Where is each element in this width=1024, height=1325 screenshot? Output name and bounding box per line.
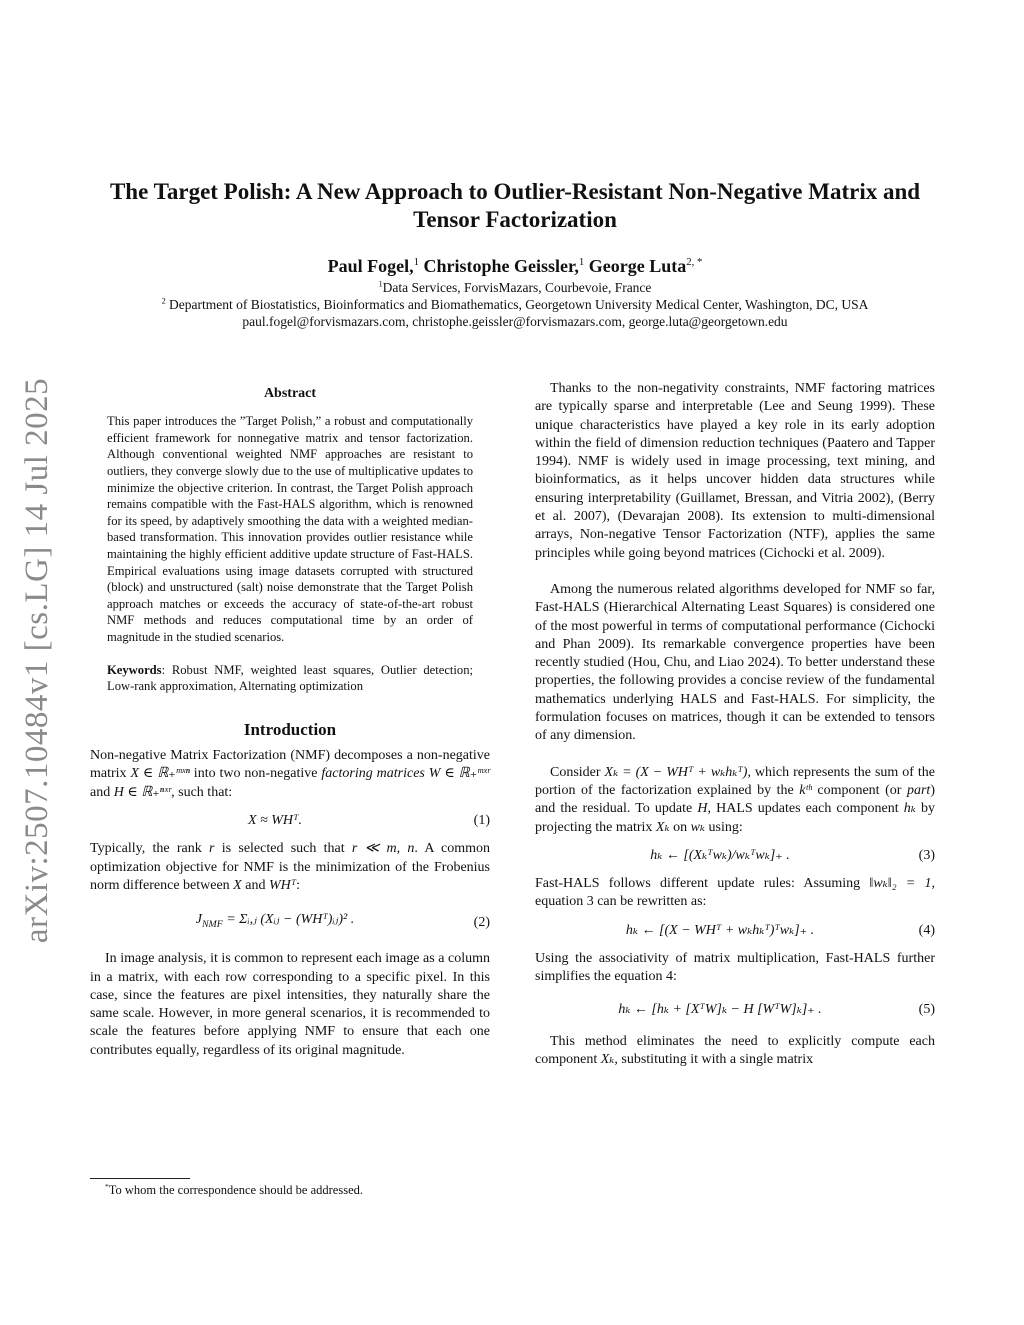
author-emails: paul.fogel@forvismazars.com, christophe.geissler@forvismazars.com, george.luta@georgetown.edu: [242, 314, 788, 329]
body-paragraph: Fast-HALS follows different update rules: Assuming ‖wₖ‖₂ = 1, equation 3 can be rewritten as:: [535, 876, 935, 910]
author-affil-mark: 1: [413, 256, 419, 268]
equation-5: hₖ ← [hₖ + [XᵀW]ₖ − H [WᵀW]ₖ]₊ . (5): [535, 1001, 935, 1019]
equation-number: (1): [473, 812, 490, 828]
intro-paragraph: In image analysis, it is common to represent each image as a column in a matrix, with each row corresponding to a specific pixel. In this case, since the features are pixel intensities, they naturally share the same scale. However, in more general scenarios, it is recommended to scale the features before applying NMF to ensure that each one contributes equally, regardless of its original magnitude.: [90, 951, 490, 1058]
equation-3: hₖ ← [(Xₖᵀwₖ)/wₖᵀwₖ]₊ . (3): [535, 847, 935, 865]
equation-number: (5): [918, 1001, 935, 1017]
body-paragraph: This method eliminates the need to explicitly compute each component Xₖ, substituting it with a single matrix: [535, 1033, 935, 1068]
left-column: [90, 380, 490, 1060]
equation-2: $J_{NMF}$ = Σᵢ,ⱼ (Xᵢⱼ − (WHᵀ)ᵢⱼ)² . (2): [195, 912, 490, 930]
arxiv-side-stamp: [18, 375, 58, 945]
author-name: George Luta: [588, 256, 687, 276]
equation-number: (3): [918, 847, 935, 863]
abstract-block: [90, 413, 490, 695]
arxiv-identifier: arXiv:2507.10484v1 [cs.LG] 14 Jul 2025: [19, 377, 56, 943]
author-affil-mark: 2, *: [686, 256, 703, 268]
abstract-heading: Abstract: [263, 386, 317, 401]
author-list: [80, 254, 950, 278]
abstract-text: This paper introduces the ”Target Polish,” a robust and computationally efficient framework for nonnegative matrix and tensor factorization. Although conventional weighted NMF approaches are resistant to outliers, they converge slowly due to the use of multiplicative updates to minimize the objective criterion. In contrast, the Target Polish approach remains compatible with the Fast-HALS algorithm, which is renowned for its speed, by adaptively smoothing the data with a weighted median-based transformation. This innovation provides outlier resistance while maintaining the highly efficient additive update structure of Fast-HALS. Empirical evaluations using image datasets corrupted with structured (block) and unstructured (salt) noise demonstrate that the Target Polish approach matches or exceeds the accuracy of state-of-the-art robust NMF methods and reduces computational time by an order of magnitude in the studied scenarios.: [107, 414, 473, 645]
keywords: Keywords: Robust NMF, weighted least squares, Outlier detection; Low-rank approximation, Alternating optimization: [107, 662, 473, 694]
author-name: Christophe Geissler,: [423, 256, 579, 276]
right-column: [535, 380, 935, 1070]
footnote-rule: [90, 1178, 190, 1179]
equation-4: hₖ ← [(X − WHᵀ + wₖhₖᵀ)ᵀwₖ]₊ . (4): [535, 922, 935, 940]
intro-paragraph: Typically, the rank r is selected such that r ≪ m, n. A common optimization objective for NMF is the minimization of the Frobenius norm difference between X and WHᵀ:: [90, 841, 491, 893]
footnote: *To whom the correspondence should be addressed.: [105, 1181, 364, 1197]
affiliations: [80, 279, 950, 330]
paper-title: The Target Polish: A New Approach to Outlier-Resistant Non-Negative Matrix and Tensor Factorization: [109, 179, 921, 232]
intro-paragraph: Non-negative Matrix Factorization (NMF) decomposes a non-negative matrix X ∈ ℝ₊ᵐˣⁿ into two non-negative factoring matrices W ∈ ℝ₊ᵐˣʳ and H ∈ ℝ₊ⁿˣʳ, such that:: [90, 748, 491, 800]
body-paragraph: Thanks to the non-negativity constraints, NMF factoring matrices are typically sparse and interpretable (Lee and Seung 1999). These unique characteristics have played a key role in its early adoption within the field of dimension reduction techniques (Paatero and Tapper 1994). NMF is widely used in image processing, text mining, and bioinformatics, as it helps uncover hidden data structures while ensuring interpretability (Guillamet, Bressan, and Vitria 2002), (Berry et al. 2007), (Devarajan 2008). Its extension to multi-dimensional arrays, Non-negative Tensor Factorization (NTF), applies the same principles while going beyond matrices (Cichocki et al. 2009).: [535, 381, 935, 561]
author-affil-mark: 1: [578, 256, 585, 268]
equation-number: (2): [473, 914, 490, 930]
affiliation-1: $^1$Data Services, ForvisMazars, Courbevoie, France: [378, 279, 652, 295]
section-heading-introduction: Introduction: [243, 719, 337, 739]
body-paragraph: Consider Xₖ = (X − WHᵀ + wₖhₖᵀ), which represents the sum of the portion of the factorization explained by the kᵗʰ component (or part) and the residual. To update H, HALS updates each component hₖ by projecting the matrix Xₖ on wₖ using:: [535, 764, 936, 835]
body-paragraph: Among the numerous related algorithms developed for NMF so far, Fast-HALS (Hierarchical Alternating Least Squares) is considered one of the most powerful in terms of computational performance (Cichocki and Phan 2009). Its remarkable convergence properties have been recently studied (Hou, Chu, and Liao 2024). To better understand these properties, the following provides a concise review of the fundamental mathematics underlying HALS and Fast-HALS. For simplicity, the formulation focuses on matrices, though it can be extended to tensors of any dimension.: [535, 581, 935, 744]
equation-1: X ≈ WHᵀ. (1): [90, 812, 490, 830]
affiliation-2: $^2$ Department of Biostatistics, Bioinformatics and Biomathematics, Georgetown University Medical Center, Washington, DC, USA: [161, 296, 869, 312]
equation-number: (4): [918, 922, 935, 938]
body-paragraph: Using the associativity of matrix multiplication, Fast-HALS further simplifies the equation 4:: [535, 951, 935, 985]
author-name: Paul Fogel,: [327, 256, 414, 276]
